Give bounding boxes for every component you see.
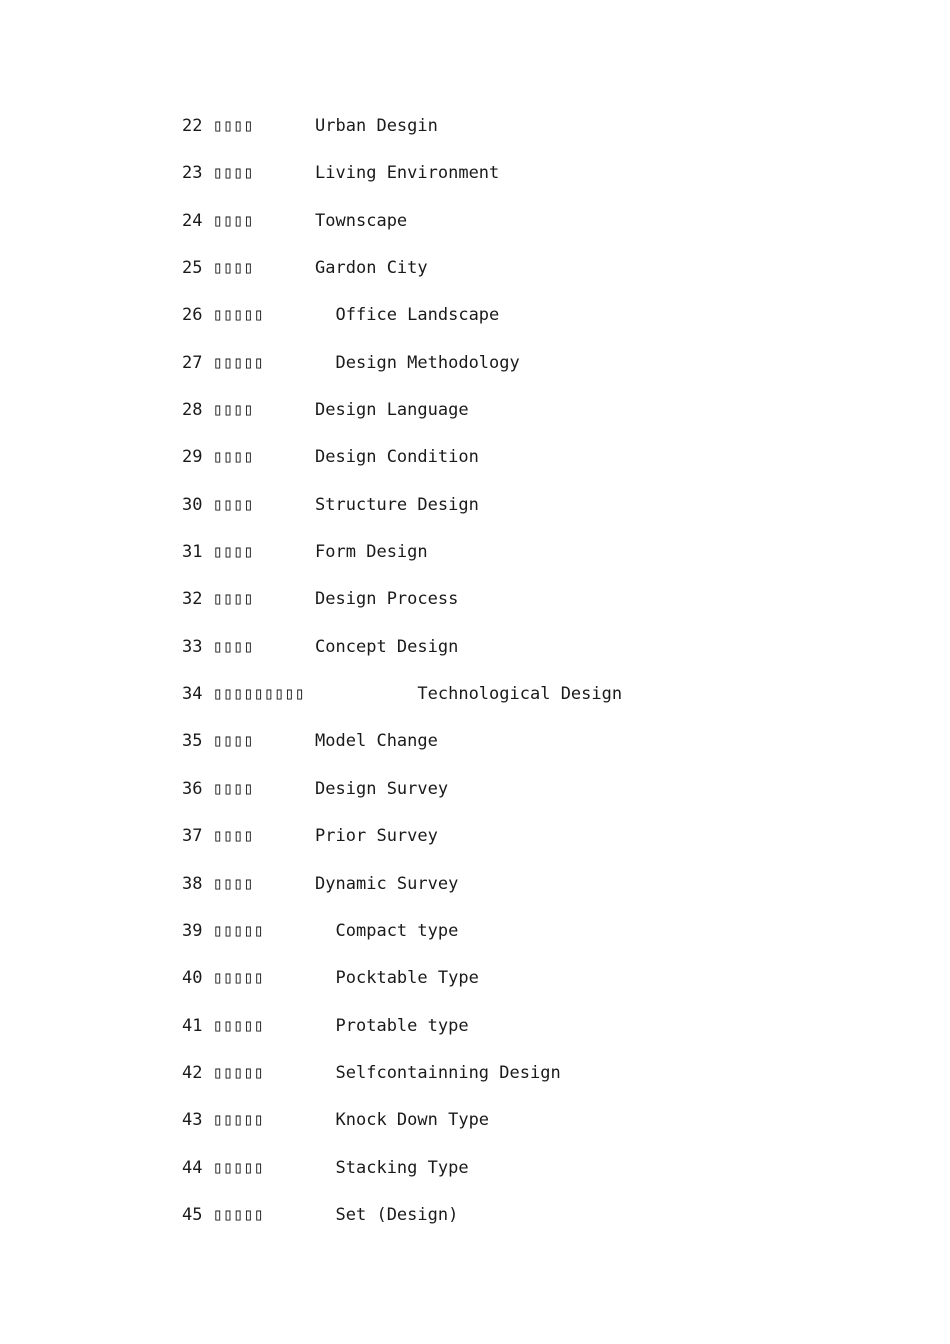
- glossary-entry: [182, 776, 882, 823]
- entry-text: 26 ▯▯▯▯▯ Office Landscape: [182, 305, 500, 326]
- entry-text: 25 ▯▯▯▯ Gardon City: [182, 258, 428, 279]
- entry-text: 32 ▯▯▯▯ Design Process: [182, 589, 459, 610]
- entry-text: 24 ▯▯▯▯ Townscape: [182, 210, 408, 231]
- glossary-entry: [182, 965, 882, 1012]
- entry-text: 37 ▯▯▯▯ Prior Survey: [182, 826, 438, 847]
- glossary-entry: [182, 160, 882, 207]
- glossary-entry: [182, 1013, 882, 1060]
- glossary-entry: [182, 586, 882, 633]
- glossary-entry: [182, 918, 882, 965]
- glossary-entry: [182, 871, 882, 918]
- entry-text: 23 ▯▯▯▯ Living Environment: [182, 163, 500, 184]
- glossary-entry: [182, 539, 882, 586]
- entry-text: 40 ▯▯▯▯▯ Pocktable Type: [182, 968, 479, 989]
- entry-text: 45 ▯▯▯▯▯ Set (Design): [182, 1204, 459, 1225]
- glossary-entry: [182, 397, 882, 444]
- entry-text: 39 ▯▯▯▯▯ Compact type: [182, 920, 459, 941]
- glossary-entry: [182, 634, 882, 681]
- glossary-entry: [182, 255, 882, 302]
- entry-text: 41 ▯▯▯▯▯ Protable type: [182, 1015, 469, 1036]
- entry-text: 30 ▯▯▯▯ Structure Design: [182, 494, 479, 515]
- glossary-entry: [182, 1202, 882, 1249]
- entry-text: 35 ▯▯▯▯ Model Change: [182, 731, 438, 752]
- entry-text: 27 ▯▯▯▯▯ Design Methodology: [182, 352, 520, 373]
- entry-text: 42 ▯▯▯▯▯ Selfcontainning Design: [182, 1062, 561, 1083]
- glossary-entry: [182, 302, 882, 349]
- entry-text: 29 ▯▯▯▯ Design Condition: [182, 447, 479, 468]
- glossary-entry: [182, 728, 882, 775]
- glossary-entry: [182, 492, 882, 539]
- entry-text: 44 ▯▯▯▯▯ Stacking Type: [182, 1157, 469, 1178]
- glossary-entry: [182, 1107, 882, 1154]
- glossary-list: [182, 113, 882, 1249]
- glossary-entry: [182, 1155, 882, 1202]
- glossary-entry: [182, 823, 882, 870]
- entry-text: 22 ▯▯▯▯ Urban Desgin: [182, 116, 438, 136]
- entry-text: 43 ▯▯▯▯▯ Knock Down Type: [182, 1110, 490, 1131]
- entry-text: 38 ▯▯▯▯ Dynamic Survey: [182, 873, 459, 894]
- entry-text: 33 ▯▯▯▯ Concept Design: [182, 636, 459, 657]
- glossary-entry: [182, 208, 882, 255]
- glossary-entry: [182, 444, 882, 491]
- glossary-entry: [182, 681, 882, 728]
- entry-text: 36 ▯▯▯▯ Design Survey: [182, 778, 449, 799]
- entry-text: 34 ▯▯▯▯▯▯▯▯▯ Technological Design: [182, 684, 623, 705]
- glossary-entry: [182, 113, 882, 160]
- entry-text: 28 ▯▯▯▯ Design Language: [182, 400, 469, 421]
- glossary-entry: [182, 350, 882, 397]
- glossary-entry: [182, 1060, 882, 1107]
- entry-text: 31 ▯▯▯▯ Form Design: [182, 542, 428, 563]
